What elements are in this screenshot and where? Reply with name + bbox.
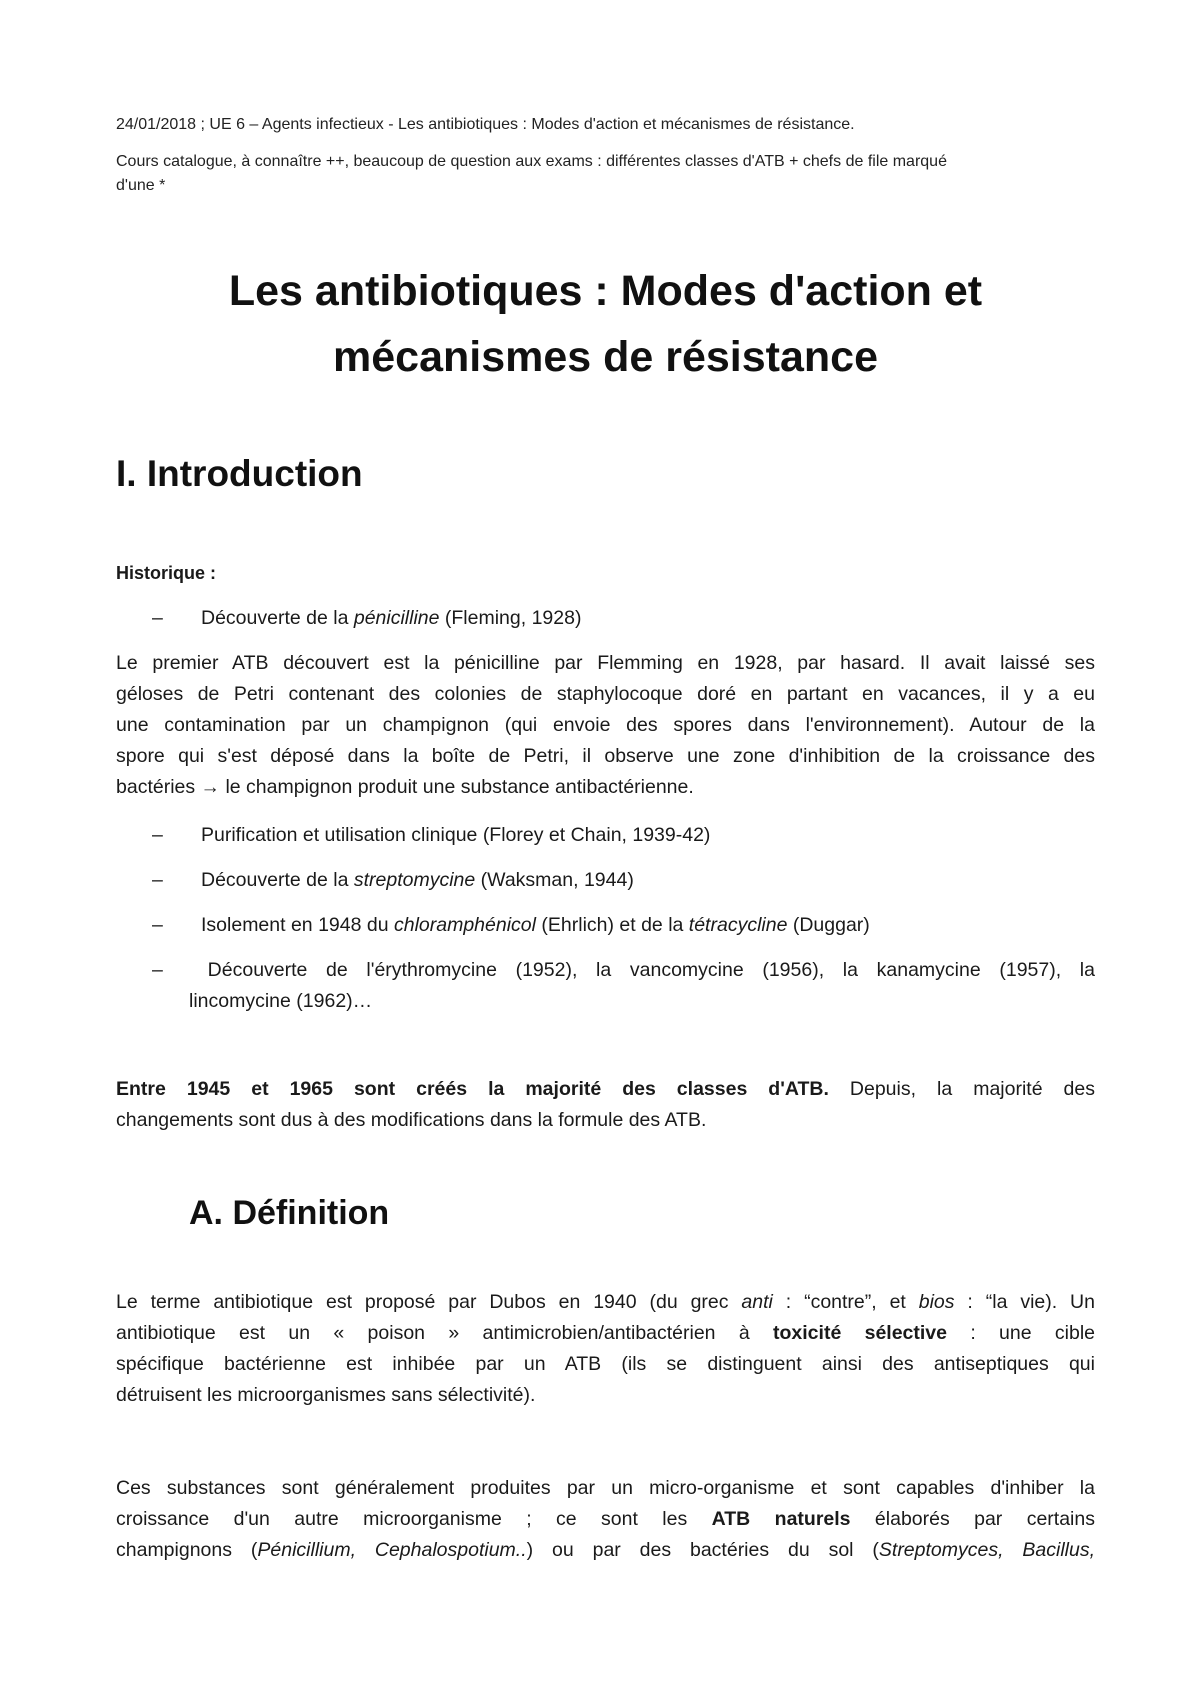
- section-heading-introduction: I. Introduction: [116, 453, 363, 494]
- dash-bullet: –: [152, 607, 163, 629]
- definition-paragraph: Le terme antibiotique est proposé par Dubos en 1940 (du grec anti : “contre”, et bios : “la vie). Un antibiotique est un « poison » antimicrobien/antibactérien à toxicité sélective : une cible spécifique bactérienne est inhibée par un ATB (ils se distinguent ainsi des antiseptiques qui détruisent les microorganismes sans sélectivité).: [116, 1291, 1095, 1406]
- page-title-line2: mécanismes de résistance: [333, 333, 878, 381]
- header-course-line: 24/01/2018 ; UE 6 – Agents infectieux - Les antibiotiques : Modes d'action et mécanismes de résistance.: [116, 116, 855, 133]
- dash-bullet: –: [152, 914, 163, 936]
- entre-paragraph: Entre 1945 et 1965 sont créés la majorité des classes d'ATB. Depuis, la majorité des changements sont dus à des modifications dans la formule des ATB.: [116, 1078, 1096, 1131]
- historique-paragraph: Le premier ATB découvert est la pénicilline par Flemming en 1928, par hasard. Il avait laissé ses géloses de Petri contenant des colonies de staphylocoque doré en partant en vacances, il y a eu une contamination par un champignon (qui envoie des spores dans l'environnement). Autour de la spore qui s'est déposé dans la boîte de Petri, il observe une zone d'inhibition de la croissance des bactéries → le champignon produit une substance antibactérienne.: [116, 652, 1095, 798]
- page-title: [116, 258, 1095, 390]
- section-heading-definition: A. Définition: [189, 1194, 390, 1232]
- natural-atb-paragraph: Ces substances sont généralement produites par un micro-organisme et sont capables d'inhiber la croissance d'un autre microorganisme ; ce sont les ATB naturels élaborés par certains champignons (Pénicillium, Cephalospotium..) ou par des bactéries du sol (Streptomyces, Bacillus,: [116, 1477, 1096, 1561]
- header-note-line2: d'une *: [116, 177, 166, 194]
- header-note-line1: Cours catalogue, à connaître ++, beaucoup de question aux exams : différentes classes d'ATB + chefs de file marqué: [116, 153, 947, 170]
- header-note: [116, 150, 1095, 198]
- dash-bullet: –: [152, 959, 163, 981]
- dash-bullet: –: [152, 869, 163, 891]
- historique-label: Historique :: [116, 563, 217, 583]
- dash-bullet: –: [152, 824, 163, 846]
- page-title-line1: Les antibiotiques : Modes d'action et: [228, 267, 983, 315]
